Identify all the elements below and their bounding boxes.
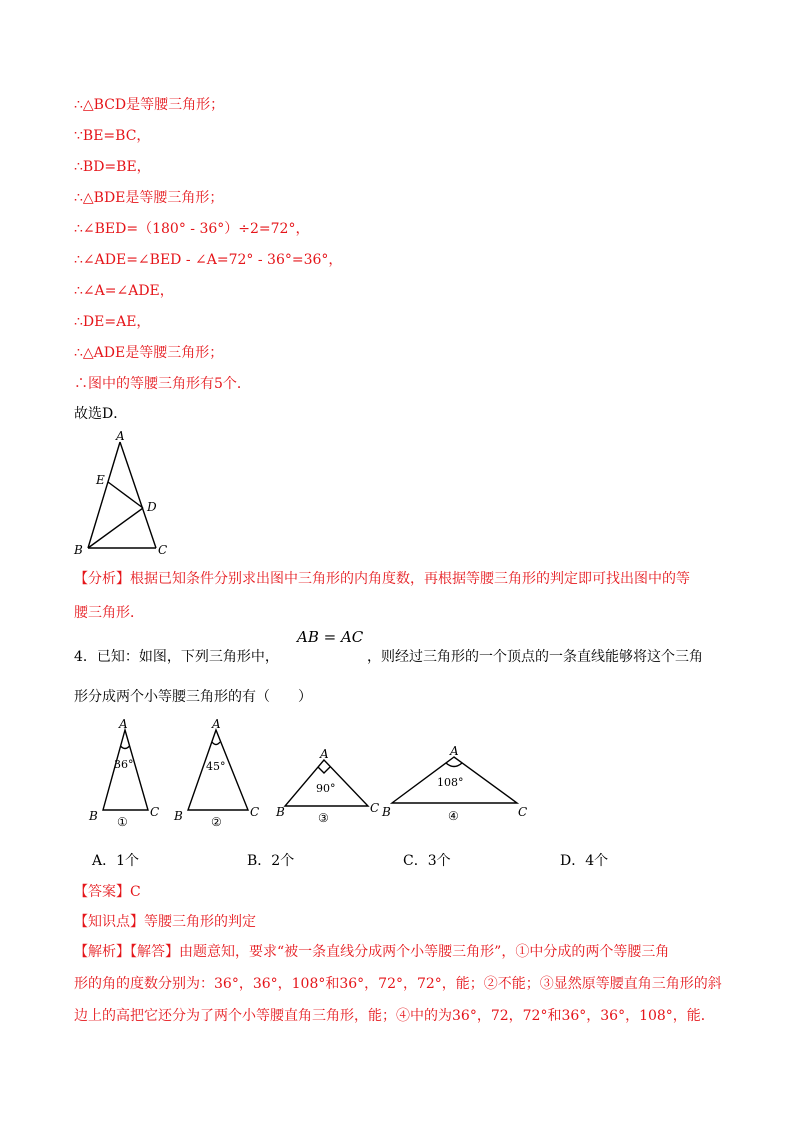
analysis-tag: 【分析】 bbox=[74, 571, 130, 587]
analysis-text-1: 根据已知条件分别求出图中三角形的内角度数，再根据等腰三角形的判定即可找出图中的等 bbox=[130, 571, 690, 587]
knowledge-line bbox=[74, 913, 256, 931]
solution-step-8: ∴DE=AE， bbox=[74, 314, 151, 330]
tri1-label-c: C bbox=[150, 805, 160, 819]
solution-step-6: ∴∠ADE=∠BED - ∠A=72° - 36°=36°， bbox=[74, 252, 343, 268]
question-4-formula: AB = AC bbox=[297, 628, 364, 646]
knowledge-tag: 【知识点】 bbox=[74, 914, 144, 930]
question-4-prefix: 4．已知：如图，下列三角形中， bbox=[74, 649, 279, 665]
tri3-label-a: A bbox=[320, 747, 329, 761]
explanation-line-1 bbox=[74, 943, 669, 961]
question-4-line-2: 形分成两个小等腰三角形的有（ ） bbox=[74, 689, 312, 705]
tri3-label-b: B bbox=[276, 805, 285, 819]
tri2-label-c: C bbox=[250, 805, 260, 819]
tri3-label-c: C bbox=[370, 801, 380, 815]
tri1-label-b: B bbox=[89, 809, 98, 823]
solution-step-4: ∴△BDE是等腰三角形； bbox=[74, 190, 224, 206]
tri2-label-b: B bbox=[174, 809, 183, 823]
tri4-label-c: C bbox=[518, 805, 528, 819]
tri2-number: ② bbox=[211, 815, 222, 829]
explanation-line-2: 形的角的度数分别为：36°，36°，108°和36°，72°，72°，能；②不能；③显然原等腰直角三角形的斜 bbox=[74, 976, 722, 992]
explanation-line-3: 边上的高把它还分为了两个小等腰直角三角形，能；④中的为36°，72，72°和36°，36°，108°，能． bbox=[74, 1008, 715, 1024]
explanation-tag: 【解析】【解答】 bbox=[74, 944, 179, 960]
figure-triangle-abc-ed bbox=[70, 428, 180, 560]
solution-step-9: ∴△ADE是等腰三角形； bbox=[74, 345, 224, 361]
tri1-label-a: A bbox=[119, 717, 128, 731]
option-d[interactable]: D．4个 bbox=[560, 853, 609, 869]
tri3-number: ③ bbox=[318, 811, 329, 825]
option-a[interactable]: A．1个 bbox=[92, 853, 140, 869]
solution-step-3: ∴BD=BE， bbox=[74, 159, 151, 175]
answer-value: C bbox=[130, 884, 141, 900]
tri4-label-a: A bbox=[450, 744, 459, 758]
fig1-label-c: C bbox=[158, 543, 168, 557]
explanation-text-1: 由题意知，要求“被一条直线分成两个小等腰三角形”，①中分成的两个等腰三角 bbox=[179, 944, 670, 960]
fig1-label-e: E bbox=[96, 473, 105, 487]
answer-tag: 【答案】 bbox=[74, 884, 130, 900]
tri4-angle: 108° bbox=[437, 776, 464, 789]
fig1-label-b: B bbox=[74, 543, 83, 557]
option-c[interactable]: C．3个 bbox=[403, 853, 451, 869]
solution-step-1: ∴△BCD是等腰三角形； bbox=[74, 97, 225, 113]
tri1-number: ① bbox=[117, 815, 128, 829]
question-4-suffix: ，则经过三角形的一个顶点的一条直线能够将这个三角 bbox=[367, 649, 703, 665]
tri2-label-a: A bbox=[212, 717, 221, 731]
fig1-label-a: A bbox=[116, 429, 125, 443]
analysis-line-1 bbox=[74, 570, 690, 588]
solution-step-2: ∵BE=BC， bbox=[74, 128, 151, 144]
choice-line: 故选D． bbox=[74, 406, 128, 422]
tri4-number: ④ bbox=[448, 809, 459, 823]
analysis-line-2: 腰三角形． bbox=[74, 605, 144, 621]
figure-four-triangles bbox=[80, 712, 540, 832]
solution-step-7: ∴∠A=∠ADE， bbox=[74, 283, 174, 299]
option-b[interactable]: B．2个 bbox=[247, 853, 295, 869]
solution-step-10: ∴图中的等腰三角形有5个． bbox=[74, 376, 251, 392]
solution-step-5: ∴∠BED=（180° - 36°）÷2=72°， bbox=[74, 221, 310, 237]
answer-line bbox=[74, 883, 141, 901]
knowledge-value: 等腰三角形的判定 bbox=[144, 914, 256, 930]
tri4-label-b: B bbox=[382, 805, 391, 819]
fig1-label-d: D bbox=[147, 500, 157, 514]
tri3-angle: 90° bbox=[316, 782, 336, 795]
tri1-angle: 36° bbox=[114, 758, 134, 771]
tri2-angle: 45° bbox=[206, 760, 226, 773]
